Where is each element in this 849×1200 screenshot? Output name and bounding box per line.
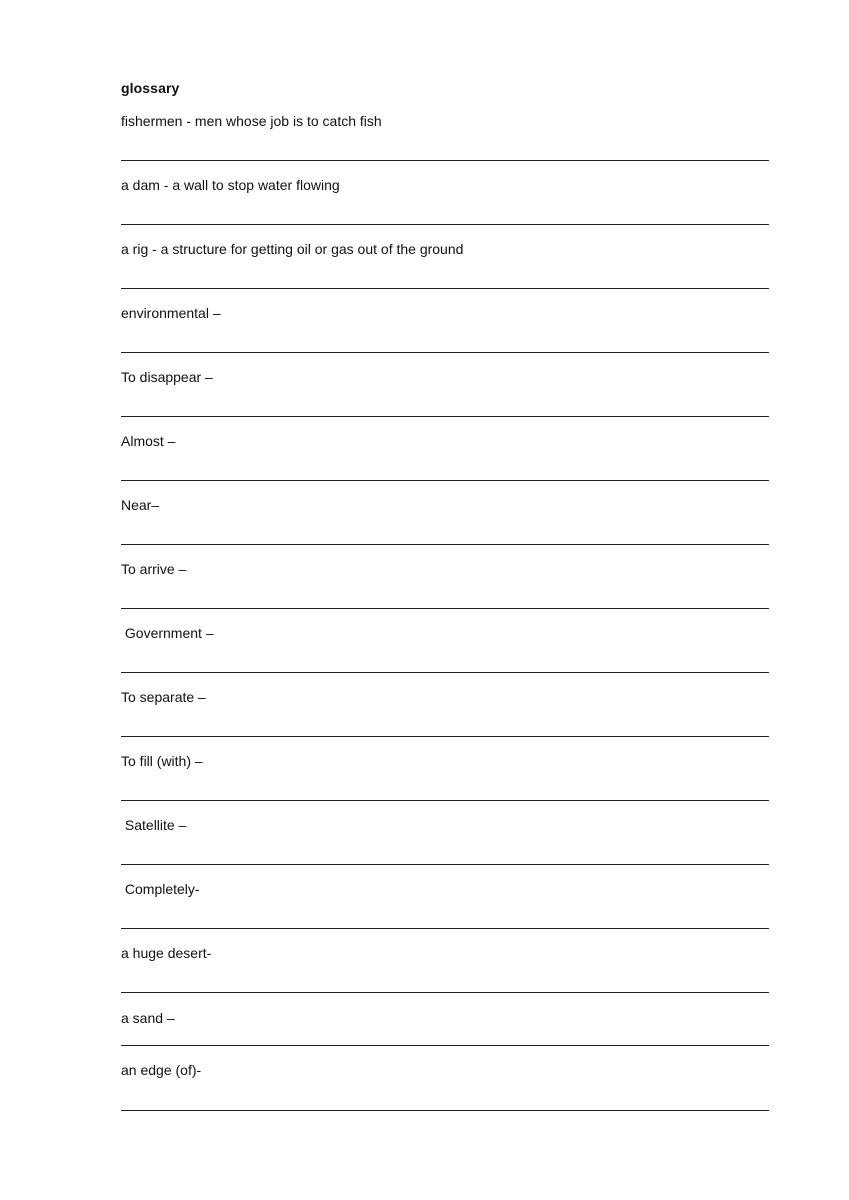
entry-text: To separate –	[121, 689, 206, 705]
answer-line[interactable]	[121, 672, 769, 673]
answer-line[interactable]	[121, 224, 769, 225]
page-title: glossary	[121, 80, 180, 96]
entry-text: a sand –	[121, 1010, 175, 1026]
answer-line[interactable]	[121, 160, 769, 161]
answer-line[interactable]	[121, 352, 769, 353]
entry-text: an edge (of)-	[121, 1062, 202, 1078]
answer-line[interactable]	[121, 480, 769, 481]
entry-text: a dam - a wall to stop water flowing	[121, 177, 340, 193]
answer-line[interactable]	[121, 1045, 769, 1046]
answer-line[interactable]	[121, 1110, 769, 1111]
entry-text: To disappear –	[121, 369, 213, 385]
entry-text: Near–	[121, 497, 160, 513]
entry-text: a rig - a structure for getting oil or gas out of the ground	[121, 241, 464, 257]
entry-text: Satellite –	[121, 817, 187, 833]
answer-line[interactable]	[121, 608, 769, 609]
answer-line[interactable]	[121, 864, 769, 865]
entry-text: a huge desert-	[121, 945, 212, 961]
answer-line[interactable]	[121, 928, 769, 929]
entry-text: Completely-	[121, 881, 200, 897]
entry-text: environmental –	[121, 305, 221, 321]
answer-line[interactable]	[121, 736, 769, 737]
entry-text: To fill (with) –	[121, 753, 203, 769]
entry-text: To arrive –	[121, 561, 187, 577]
answer-line[interactable]	[121, 992, 769, 993]
answer-line[interactable]	[121, 544, 769, 545]
entry-text: Government –	[121, 625, 214, 641]
answer-line[interactable]	[121, 800, 769, 801]
answer-line[interactable]	[121, 288, 769, 289]
answer-line[interactable]	[121, 416, 769, 417]
entry-text: fishermen - men whose job is to catch fish	[121, 113, 382, 129]
entry-text: Almost –	[121, 433, 176, 449]
